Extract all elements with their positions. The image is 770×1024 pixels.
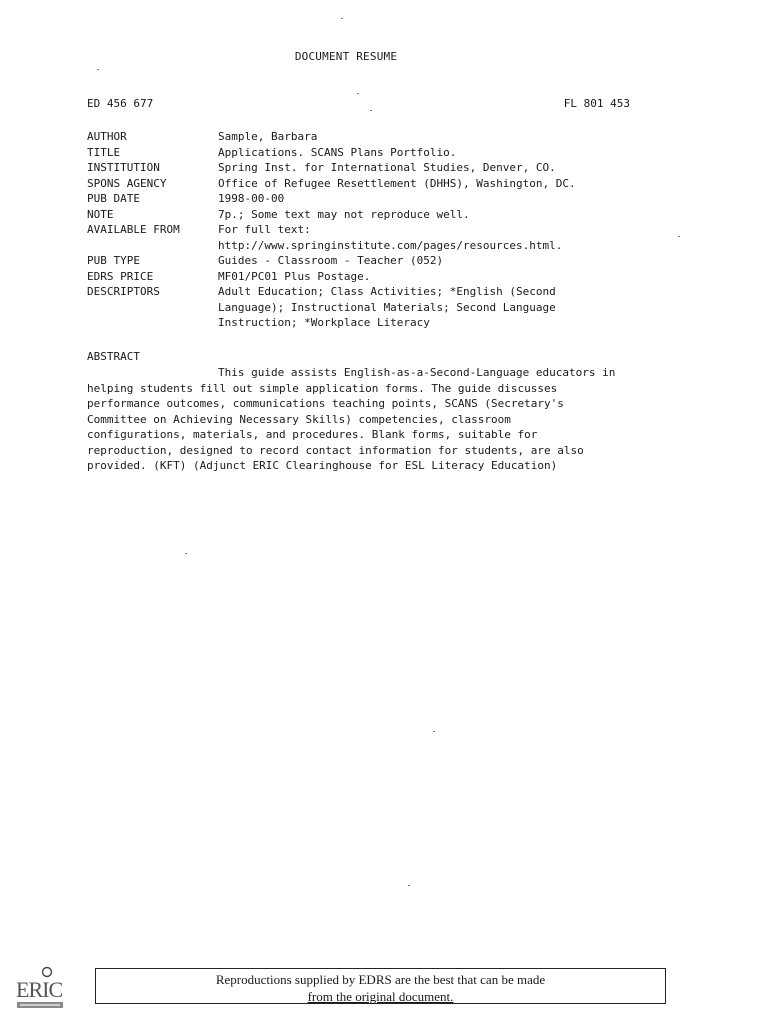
field-label: SPONS AGENCY (87, 176, 167, 190)
abstract-line: performance outcomes, communications teaching points, SCANS (Secretary's (87, 397, 564, 410)
field-edrs-price (87, 269, 687, 285)
scan-speck (357, 93, 359, 94)
field-value-line: 7p.; Some text may not reproduce well. (218, 207, 470, 221)
document-title: DOCUMENT RESUME (294, 50, 398, 63)
available-url-link[interactable]: http://www.springinstitute.com/pages/resources.html. (218, 238, 563, 252)
abstract-line: reproduction, designed to record contact information for students, are also (87, 443, 584, 457)
svg-text:ERIC: ERIC (16, 977, 63, 1002)
scan-speck (678, 236, 680, 237)
footer-line: from the original document. (307, 989, 454, 1004)
field-value-line: Spring Inst. for International Studies, Denver, CO. (218, 161, 556, 174)
field-label: PUB DATE (87, 192, 140, 205)
field-value-line: Instruction; *Workplace Literacy (218, 316, 430, 329)
abstract-line: provided. (KFT) (Adjunct ERIC Clearinghouse for ESL Literacy Education) (87, 459, 558, 472)
field-value-line: Applications. SCANS Plans Portfolio. (218, 145, 457, 159)
footer-line: Reproductions supplied by EDRS are the best that can be made (215, 972, 546, 987)
field-pub-type (87, 253, 687, 269)
scan-speck (185, 553, 187, 554)
field-value (218, 284, 687, 331)
field-label: NOTE (87, 207, 114, 221)
field-value (218, 207, 687, 223)
field-value (218, 222, 687, 253)
abstract-line: helping students fill out simple application forms. The guide discusses (87, 381, 558, 395)
field-value-line: 1998-00-00 (218, 192, 285, 205)
field-value (218, 176, 687, 192)
field-value-line: For full text: (218, 223, 311, 236)
field-value (218, 129, 687, 145)
field-value (218, 145, 687, 161)
field-value (218, 160, 687, 176)
scan-speck (370, 110, 372, 111)
footer-notice (95, 968, 666, 1004)
abstract-line: Committee on Achieving Necessary Skills) competencies, classroom (87, 412, 511, 426)
scan-speck (433, 731, 435, 732)
ed-number: ED 456 677 (87, 97, 154, 110)
field-value-line: Sample, Barbara (218, 130, 318, 143)
abstract-line: This guide assists English-as-a-Second-Language educators in (218, 366, 616, 379)
fl-number: FL 801 453 (563, 97, 630, 110)
field-value-line: Adult Education; Class Activities; *English (Second (218, 285, 556, 298)
field-label: EDRS PRICE (87, 269, 154, 283)
abstract-line: configurations, materials, and procedures. Blank forms, suitable for (87, 428, 538, 441)
field-value (218, 191, 687, 207)
field-label: AUTHOR (87, 130, 127, 143)
field-institution (87, 160, 687, 176)
abstract-body (87, 365, 697, 474)
field-label: INSTITUTION (87, 161, 160, 174)
field-note (87, 207, 687, 223)
eric-logo-icon (14, 966, 68, 1012)
field-value-line: Guides - Classroom - Teacher (052) (218, 254, 444, 267)
field-available-from (87, 222, 687, 253)
field-value-line: MF01/PC01 Plus Postage. (218, 269, 371, 283)
field-label: AVAILABLE FROM (87, 223, 180, 236)
scan-speck (97, 69, 99, 70)
field-label: TITLE (87, 145, 121, 159)
field-spons-agency (87, 176, 687, 192)
field-title (87, 145, 687, 161)
scan-speck (408, 885, 410, 886)
field-author (87, 129, 687, 145)
abstract-heading: ABSTRACT (87, 350, 140, 363)
field-label: PUB TYPE (87, 254, 140, 267)
field-descriptors (87, 284, 687, 331)
field-value-line: Office of Refugee Resettlement (DHHS), Washington, DC. (218, 176, 576, 190)
metadata-fields (87, 129, 687, 331)
field-label: DESCRIPTORS (87, 285, 160, 298)
field-value (218, 253, 687, 269)
field-pub-date (87, 191, 687, 207)
scan-speck (341, 18, 343, 19)
field-value (218, 269, 687, 285)
field-value-line: Language); Instructional Materials; Second Language (218, 300, 556, 314)
